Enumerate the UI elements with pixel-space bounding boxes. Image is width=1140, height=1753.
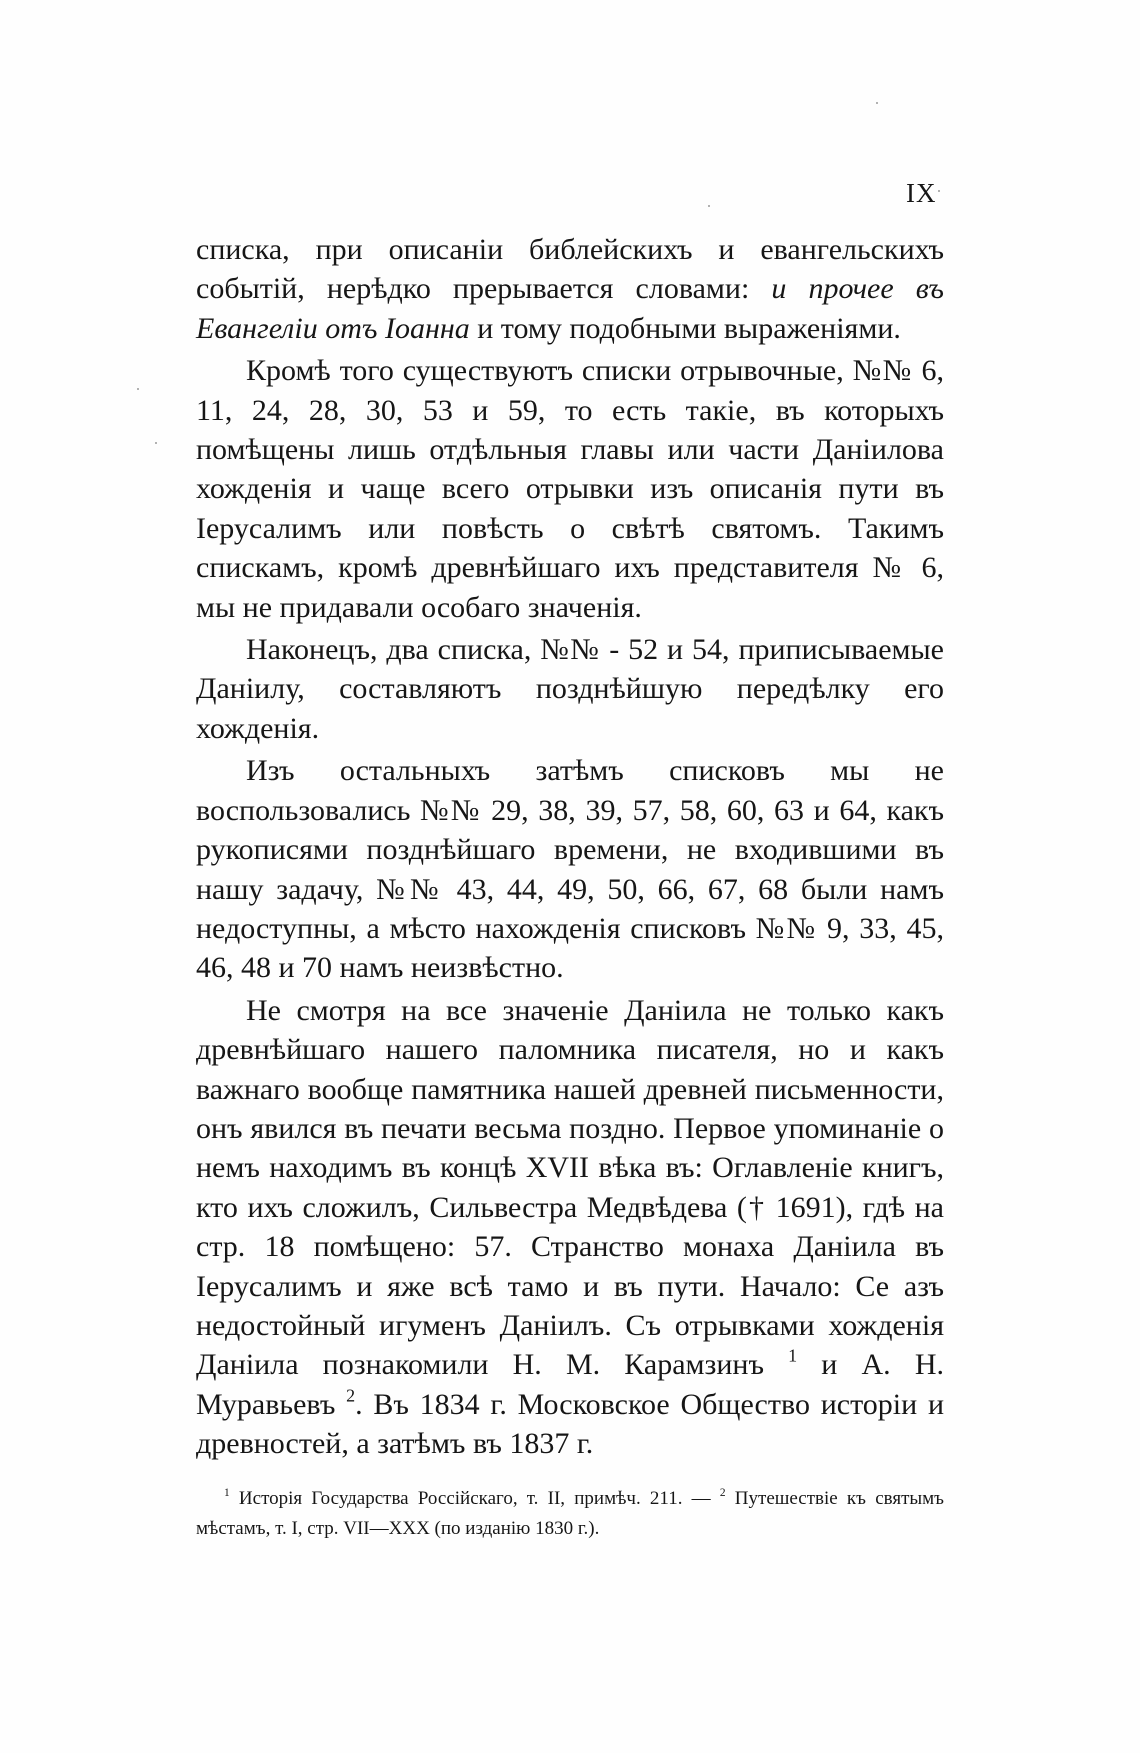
footnote-text-2: Путешествіе къ святымъ мѣстамъ, т. I, стр. VII—XXX (по изданію 1830 г.). — [196, 1488, 944, 1539]
paragraph-continuation — [196, 230, 944, 348]
scan-speck — [155, 442, 157, 444]
scan-speck — [938, 190, 940, 192]
footnote-text-1: Исторія Государства Россійскаго, т. II, примѣч. 211. — — [229, 1488, 720, 1509]
scan-speck — [708, 205, 710, 207]
paragraph-fragmentary-lists: Кромѣ того существуютъ списки отрывочные, №№ 6, 11, 24, 28, 30, 53 и 59, то есть такіе, въ которыхъ помѣщены лишь отдѣльныя главы или части Даніилова хожденія и чаще всего отрывки изъ описанія пути въ Іерусалимъ или повѣсть о свѣтѣ святомъ. Такимъ спискамъ, кромѣ древнѣйшаго ихъ представителя № 6, мы не придавали особаго значенія. — [196, 354, 944, 624]
body-text — [196, 230, 944, 1467]
scan-speck — [876, 102, 878, 104]
paragraph-text: и тому подобными выраженіями. — [469, 311, 901, 345]
page-number: IX — [906, 178, 937, 208]
footnote-marker-1: 1 — [224, 1487, 230, 1500]
footnote-ref-2[interactable]: 2 — [346, 1385, 356, 1406]
footnote-marker-2: 2 — [719, 1487, 726, 1500]
italic-quote: и прочее въ Евангеліи отъ Іоанна — [196, 272, 944, 345]
footnote-line — [196, 1484, 944, 1544]
footnotes — [196, 1484, 944, 1544]
scan-speck — [137, 388, 139, 390]
paragraph-unused-lists: Изъ остальныхъ затѣмъ списковъ мы не воспользовались №№ 29, 38, 39, 57, 58, 60, 63 и 64, какъ рукописями позднѣйшаго времени, не входившими въ нашу задачу, №№ 43, 44, 49, 50, 66, 67, 68 были намъ недоступны, а мѣсто нахожденія списковъ №№ 9, 33, 45, 46, 48 и 70 намъ неизвѣстно. — [196, 754, 944, 985]
paragraph-late-lists: Наконецъ, два списка, №№ - 52 и 54, приписываемые Даніилу, составляютъ позднѣйшую передѣлку его хожденія. — [196, 633, 944, 745]
paragraph-publication-history — [196, 991, 944, 1464]
footnote-ref-1[interactable]: 1 — [788, 1345, 798, 1366]
paragraph-text: и А. Н. Муравьевъ — [196, 1348, 945, 1421]
paragraph-text: Не смотря на все значеніе Даніила не только какъ древнѣйшаго нашего паломника писателя, но и какъ важнаго вообще памятника нашей древней письменности, онъ явился въ печати весьма поздно. Первое упоминаніе о немъ находимъ въ концѣ XVII вѣка въ: Оглавленіе книгъ, кто ихъ сложилъ, Сильвестра Медвѣдева († 1691), гдѣ на стр. 18 помѣщено: 57. Странство монаха Даніила въ Іерусалимъ и яже всѣ тамо и въ пути. Начало: Се азъ недостойный игуменъ Даніилъ. Съ отрывками хожденія Даніила познакомили Н. М. Карамзинъ — [196, 993, 944, 1382]
paragraph-text: . Въ 1834 г. Московское Общество исторіи и древностей, а затѣмъ въ 1837 г. — [196, 1387, 944, 1461]
paragraph-text: списка, при описаніи библейскихъ и евангельскихъ событій, нерѣдко прерывается словами: — [196, 233, 944, 306]
